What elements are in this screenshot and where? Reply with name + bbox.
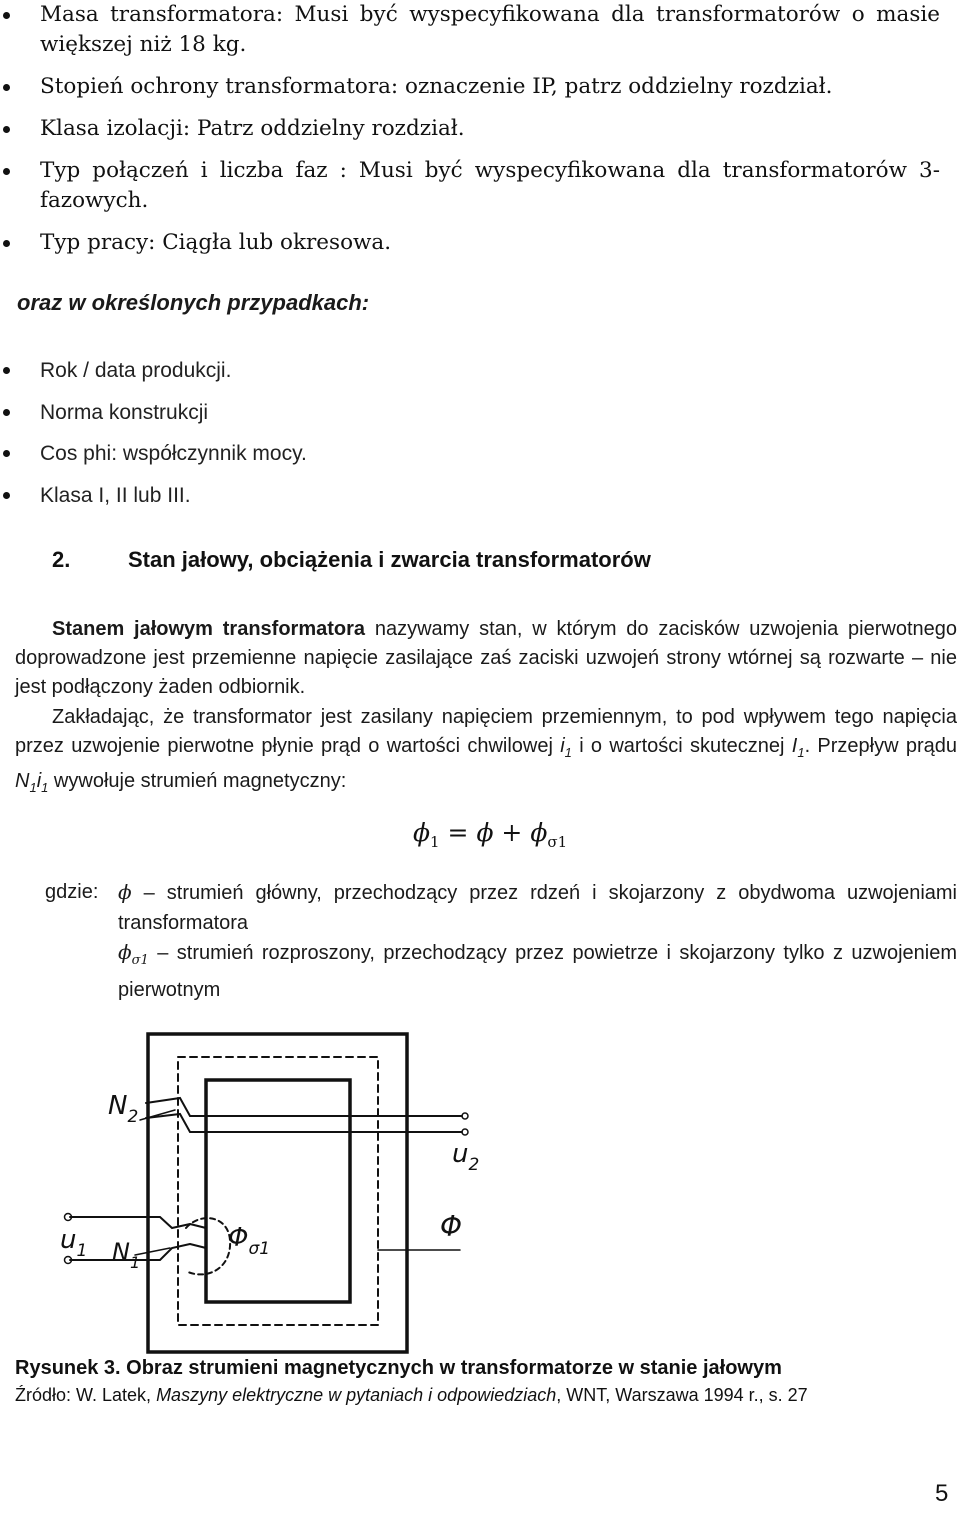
symbol-i1: $i_1$ xyxy=(560,735,572,761)
symbol-N1i1: $N_1i_1$ xyxy=(15,770,49,796)
symbol-definitions xyxy=(45,878,957,1005)
definition-main-flux xyxy=(45,878,957,938)
bullet-icon xyxy=(3,409,10,416)
label-u2: $u_2$ xyxy=(452,1139,480,1175)
paragraph-text: wywołuje strumień magnetyczny: xyxy=(48,770,347,793)
label-phi-sigma: $\Phi_{\sigma 1}$ xyxy=(228,1223,271,1259)
bullet-icon xyxy=(3,84,10,91)
definition-leakage-flux xyxy=(45,938,957,1005)
paragraph-text: i o wartości skutecznej xyxy=(571,735,792,758)
symbol-phi: ϕ xyxy=(118,880,132,904)
paragraph-text: nazywamy stan, w którym do zacisków uzwojenia pierwotnego doprowadzone jest przemienne napięcie zasilające zaś zaciski uzwojeń strony wtórnej są rozwarte – nie jest podłączony żaden odbiornik. xyxy=(15,618,957,699)
list-item-text: Rok / data produkcji. xyxy=(40,359,232,382)
label-n2: $N_2$ xyxy=(108,1091,139,1127)
secondary-winding xyxy=(146,1098,462,1132)
section-heading xyxy=(52,547,651,573)
label-n1: $N_1$ xyxy=(112,1238,141,1272)
list-item xyxy=(0,114,940,144)
figure-caption: Rysunek 3. Obraz strumieni magnetycznych w transformatorze w stanie jałowym xyxy=(15,1357,782,1379)
paragraph-text: Zakładając, że transformator jest zasilany napięciem przemiennym, to pod wpływem tego napięcia przez uzwojenie pierwotne płynie prąd o wartości chwilowej xyxy=(15,706,957,758)
bullet-icon xyxy=(3,367,10,374)
bullet-icon xyxy=(3,168,10,175)
formula-flux: $\phi_1 = \phi + \phi_{\sigma 1}$ xyxy=(413,818,568,851)
leakage-flux-loop xyxy=(186,1218,230,1274)
list-item xyxy=(0,72,940,102)
definitions-label: gdzie: xyxy=(45,881,99,903)
label-phi: Φ xyxy=(440,1210,463,1243)
symbol-I1: $I_1$ xyxy=(791,735,805,761)
symbol-phi-sigma: $\phi_{\sigma 1}$ xyxy=(118,940,149,968)
list-item xyxy=(0,475,940,517)
bold-term: Stanem jałowym transformatora xyxy=(52,618,366,640)
bullet-icon xyxy=(3,240,10,247)
page-number: 5 xyxy=(935,1480,949,1507)
list-item xyxy=(0,0,940,60)
bullet-icon xyxy=(3,450,10,457)
main-flux-path xyxy=(178,1057,378,1325)
list-item-text: Masa transformatora: Musi być wyspecyfikowana dla transformatorów o masie większej niż 18 kg. xyxy=(40,2,940,57)
list-item xyxy=(0,392,940,434)
list-item-text: Typ pracy: Ciągła lub okresowa. xyxy=(40,230,392,255)
list-item xyxy=(0,433,940,475)
transformer-flux-figure xyxy=(0,1010,520,1360)
bullet-list-optional xyxy=(0,350,940,516)
definition-text: – strumień główny, przechodzący przez rdzeń i skojarzony z obydwoma uzwojeniami transformatora xyxy=(118,882,957,934)
list-item-text: Klasa izolacji: Patrz oddzielny rozdział. xyxy=(40,116,465,141)
paragraph-text: . Przepływ prądu xyxy=(804,735,957,758)
paragraph-current xyxy=(15,703,957,803)
label-u1: $u_1$ xyxy=(60,1225,88,1261)
paragraph-definition xyxy=(15,615,957,703)
list-item-text: Norma konstrukcji xyxy=(40,400,209,424)
section-number: 2. xyxy=(52,547,71,572)
bullet-icon xyxy=(3,492,10,499)
section-title: Stan jałowy, obciążenia i zwarcia transformatorów xyxy=(128,547,651,572)
list-item-text: Klasa I, II lub III. xyxy=(40,483,191,507)
sub-heading: oraz w określonych przypadkach: xyxy=(17,290,370,315)
definition-text: – strumień rozproszony, przechodzący przez powietrze i skojarzony tylko z uzwojeniem pierwotnym xyxy=(118,942,957,1001)
bullet-list-specs xyxy=(0,0,940,258)
bullet-icon xyxy=(3,12,10,19)
list-item xyxy=(0,228,940,258)
list-item-text: Typ połączeń i liczba faz : Musi być wyspecyfikowana dla transformatorów 3-fazowych. xyxy=(40,158,940,213)
list-item-text: Stopień ochrony transformatora: oznaczenie IP, patrz oddzielny rozdział. xyxy=(40,74,833,99)
bullet-icon xyxy=(3,126,10,133)
list-item-text: Cos phi: współczynnik mocy. xyxy=(40,442,307,465)
core-inner-window xyxy=(206,1080,350,1302)
list-item xyxy=(0,156,940,216)
list-item xyxy=(0,350,940,392)
figure-source: Źródło: W. Latek, Maszyny elektryczne w pytaniach i odpowiedziach, WNT, Warszawa 1994 r., s. 27 xyxy=(15,1385,808,1405)
